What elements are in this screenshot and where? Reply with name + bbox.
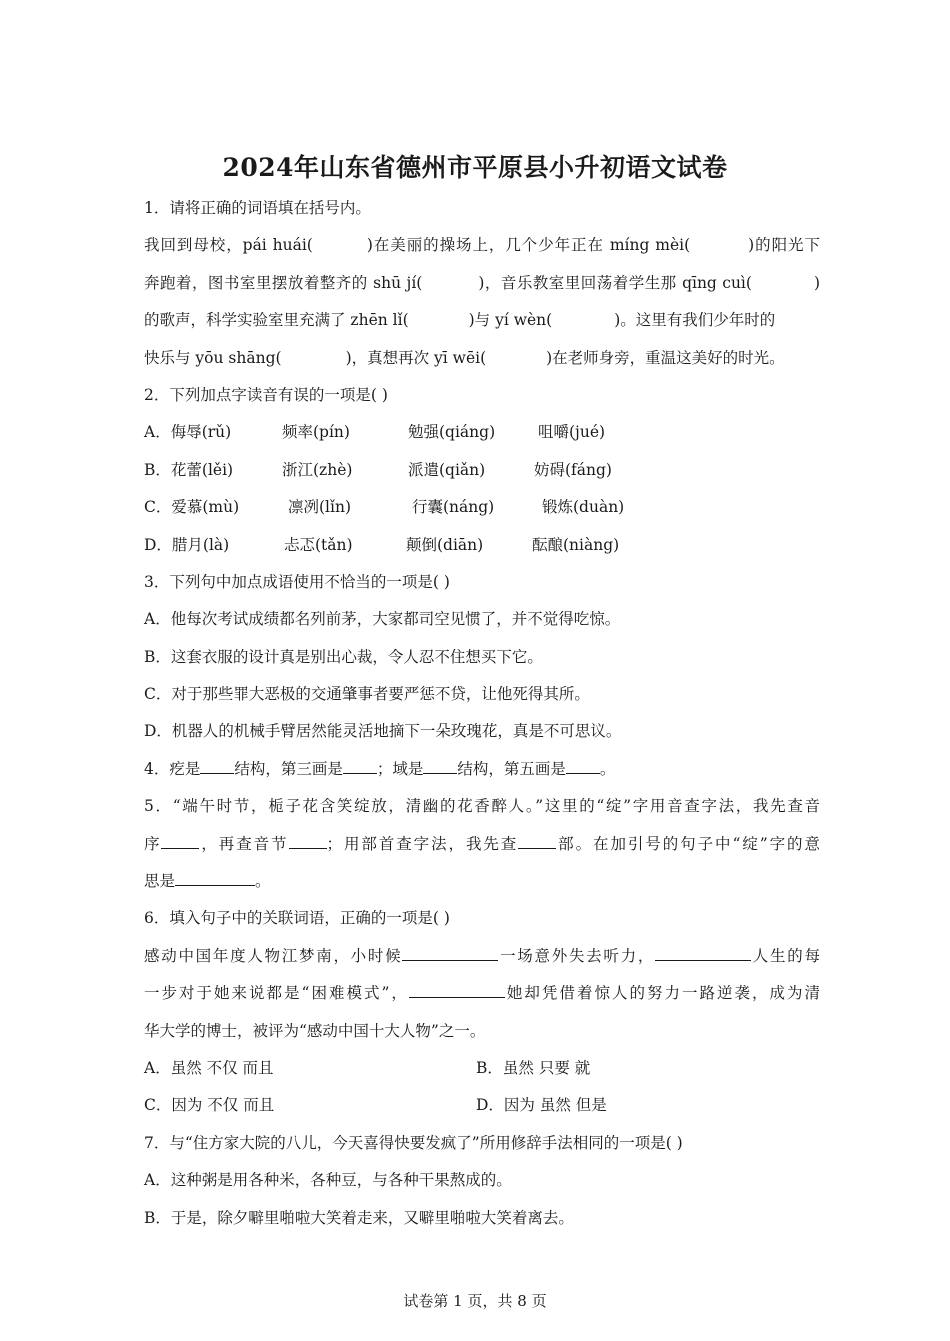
question-1-line-2	[144, 265, 820, 302]
q4-text: 。	[599, 759, 616, 778]
q6-text: 她却凭借着惊人的努力一路逆袭，成为清	[504, 984, 820, 1003]
q1-text: )。这里有我们少年时的	[614, 311, 776, 330]
q4-text: ；域是	[376, 759, 424, 778]
option-word: 妨碍(fáng)	[534, 460, 612, 479]
q5-text: 序	[144, 834, 162, 853]
page-title: 2024年山东省德州市平原县小升初语文试卷	[222, 153, 728, 182]
q1-text: 快乐与 yōu shāng(	[144, 348, 282, 367]
option-word: 频率(pín)	[282, 423, 350, 442]
question-5-line-2	[144, 826, 820, 863]
question-5-line-3	[144, 863, 820, 900]
question-1-line-1	[144, 227, 820, 264]
option-word: C．爱慕(mù)	[144, 498, 240, 517]
option-word: 行囊(náng)	[412, 498, 495, 517]
question-6-option-a: A．虽然 不仅 而且	[144, 1058, 274, 1077]
q1-text: 奔跑着，图书室里摆放着整齐的 shū jí(	[144, 273, 423, 292]
q4-text: 4．疙是	[144, 759, 201, 778]
option-word: 浙江(zhè)	[282, 460, 353, 479]
q1-text: )在老师身旁，重温这美好的时光。	[546, 348, 785, 367]
question-3-option-d: D．机器人的机械手臂居然能灵活地摘下一朵玫瑰花，真是不可思议。	[144, 722, 622, 741]
q5-text: 。	[255, 872, 271, 891]
answer-blank[interactable]	[402, 946, 498, 961]
answer-blank[interactable]	[289, 834, 327, 849]
question-3-stem: 3．下列句中加点成语使用不恰当的一项是( )	[144, 572, 450, 591]
q5-text: 思是	[144, 872, 176, 891]
question-1-line-4	[144, 340, 820, 377]
question-6-option-c: C．因为 不仅 而且	[144, 1096, 275, 1115]
answer-blank[interactable]	[409, 983, 505, 998]
question-3-option-c: C．对于那些罪大恶极的交通肇事者要严惩不贷，让他死得其所。	[144, 685, 590, 704]
option-word: B．花蕾(lěi)	[144, 460, 234, 479]
question-2-stem: 2．下列加点字读音有误的一项是( )	[144, 385, 388, 404]
q1-text: 的歌声，科学实验室里充满了 zhēn lǐ(	[144, 311, 409, 330]
answer-blank[interactable]	[200, 759, 234, 774]
question-1-stem: 1．请将正确的词语填在括号内。	[144, 199, 371, 217]
question-4	[144, 751, 820, 788]
question-2-option-c	[144, 489, 820, 526]
question-7-option-a: A．这种粥是用各种米，各种豆，与各种干果熬成的。	[144, 1171, 512, 1190]
question-2-option-b	[144, 452, 820, 489]
q1-text: 我回到母校，pái huái(	[144, 236, 313, 255]
option-word: 酝酿(niàng)	[532, 535, 620, 554]
q1-text: )与 yí wèn(	[468, 311, 553, 330]
answer-blank[interactable]	[655, 946, 751, 961]
question-3-option-a: A．他每次考试成绩都名列前茅，大家都司空见惯了，并不觉得吃惊。	[144, 610, 621, 629]
option-word: 颠倒(diān)	[406, 535, 484, 554]
answer-blank[interactable]	[161, 834, 199, 849]
question-6-option-b: B．虽然 只要 就	[476, 1058, 591, 1077]
option-word: 勉强(qiáng)	[408, 423, 496, 442]
question-6-line-2	[144, 975, 820, 1012]
q5-text: 部。在加引号的句子中“绽”字的意	[556, 834, 820, 853]
answer-blank[interactable]	[518, 834, 556, 849]
q1-text: )，音乐教室里回荡着学生那 qīng cuì(	[478, 273, 752, 292]
q5-text: ，再查音节	[199, 834, 289, 853]
question-2-option-d	[144, 527, 820, 564]
question-6-line-1	[144, 938, 820, 975]
page-footer: 试卷第 1 页，共 8 页	[403, 1292, 547, 1310]
q1-text: )在美丽的操场上，几个少年正在 míng mèi(	[366, 236, 691, 255]
option-word: 咀嚼(jué)	[538, 423, 606, 442]
exam-content	[144, 190, 820, 1237]
question-2-option-a	[144, 414, 820, 451]
option-word: 锻炼(duàn)	[542, 498, 625, 517]
q1-text: )的阳光下	[748, 236, 820, 255]
q4-text: 结构，第五画是	[457, 759, 566, 778]
question-6-options-ab	[144, 1050, 820, 1087]
q1-text: )，真想再次 yī wēi(	[345, 348, 487, 367]
q5-text: ；用部首查字法，我先查	[326, 834, 519, 853]
q1-text: )	[813, 273, 820, 292]
question-6-line-3: 华大学的博士，被评为“感动中国十大人物”之一。	[144, 1021, 486, 1040]
answer-blank[interactable]	[343, 759, 377, 774]
answer-blank[interactable]	[566, 759, 600, 774]
question-5-line-1: 5．“端午时节，栀子花含笑绽放，清幽的花香醉人。”这里的“绽”字用音查字法，我先查音	[144, 797, 820, 816]
option-word: 派遣(qiǎn)	[408, 460, 486, 479]
answer-blank[interactable]	[175, 871, 255, 886]
q6-text: 人生的每	[751, 946, 820, 965]
question-6-option-d: D．因为 虽然 但是	[476, 1096, 607, 1115]
option-word: A．侮辱(rǔ)	[144, 423, 232, 442]
question-1-line-3	[144, 302, 820, 339]
option-word: D．腊月(là)	[144, 535, 230, 554]
option-word: 凛冽(lǐn)	[288, 498, 351, 517]
q6-text: 感动中国年度人物江梦南，小时候	[144, 946, 403, 965]
answer-blank[interactable]	[423, 759, 457, 774]
question-7-stem: 7．与“住方家大院的八儿，今天喜得快要发疯了”所用修辞手法相同的一项是( )	[144, 1133, 683, 1152]
option-word: 忐忑(tǎn)	[284, 535, 353, 554]
q6-text: 一步对于她来说都是“困难模式”，	[144, 984, 409, 1003]
question-6-stem: 6．填入句子中的关联词语，正确的一项是( )	[144, 909, 450, 928]
question-7-option-b: B．于是，除夕噼里啪啦大笑着走来，又噼里啪啦大笑着离去。	[144, 1208, 574, 1227]
question-3-option-b: B．这套衣服的设计真是别出心裁，令人忍不住想买下它。	[144, 647, 543, 666]
question-6-options-cd	[144, 1087, 820, 1124]
q4-text: 结构，第三画是	[234, 759, 343, 778]
q6-text: 一场意外失去听力，	[498, 946, 656, 965]
